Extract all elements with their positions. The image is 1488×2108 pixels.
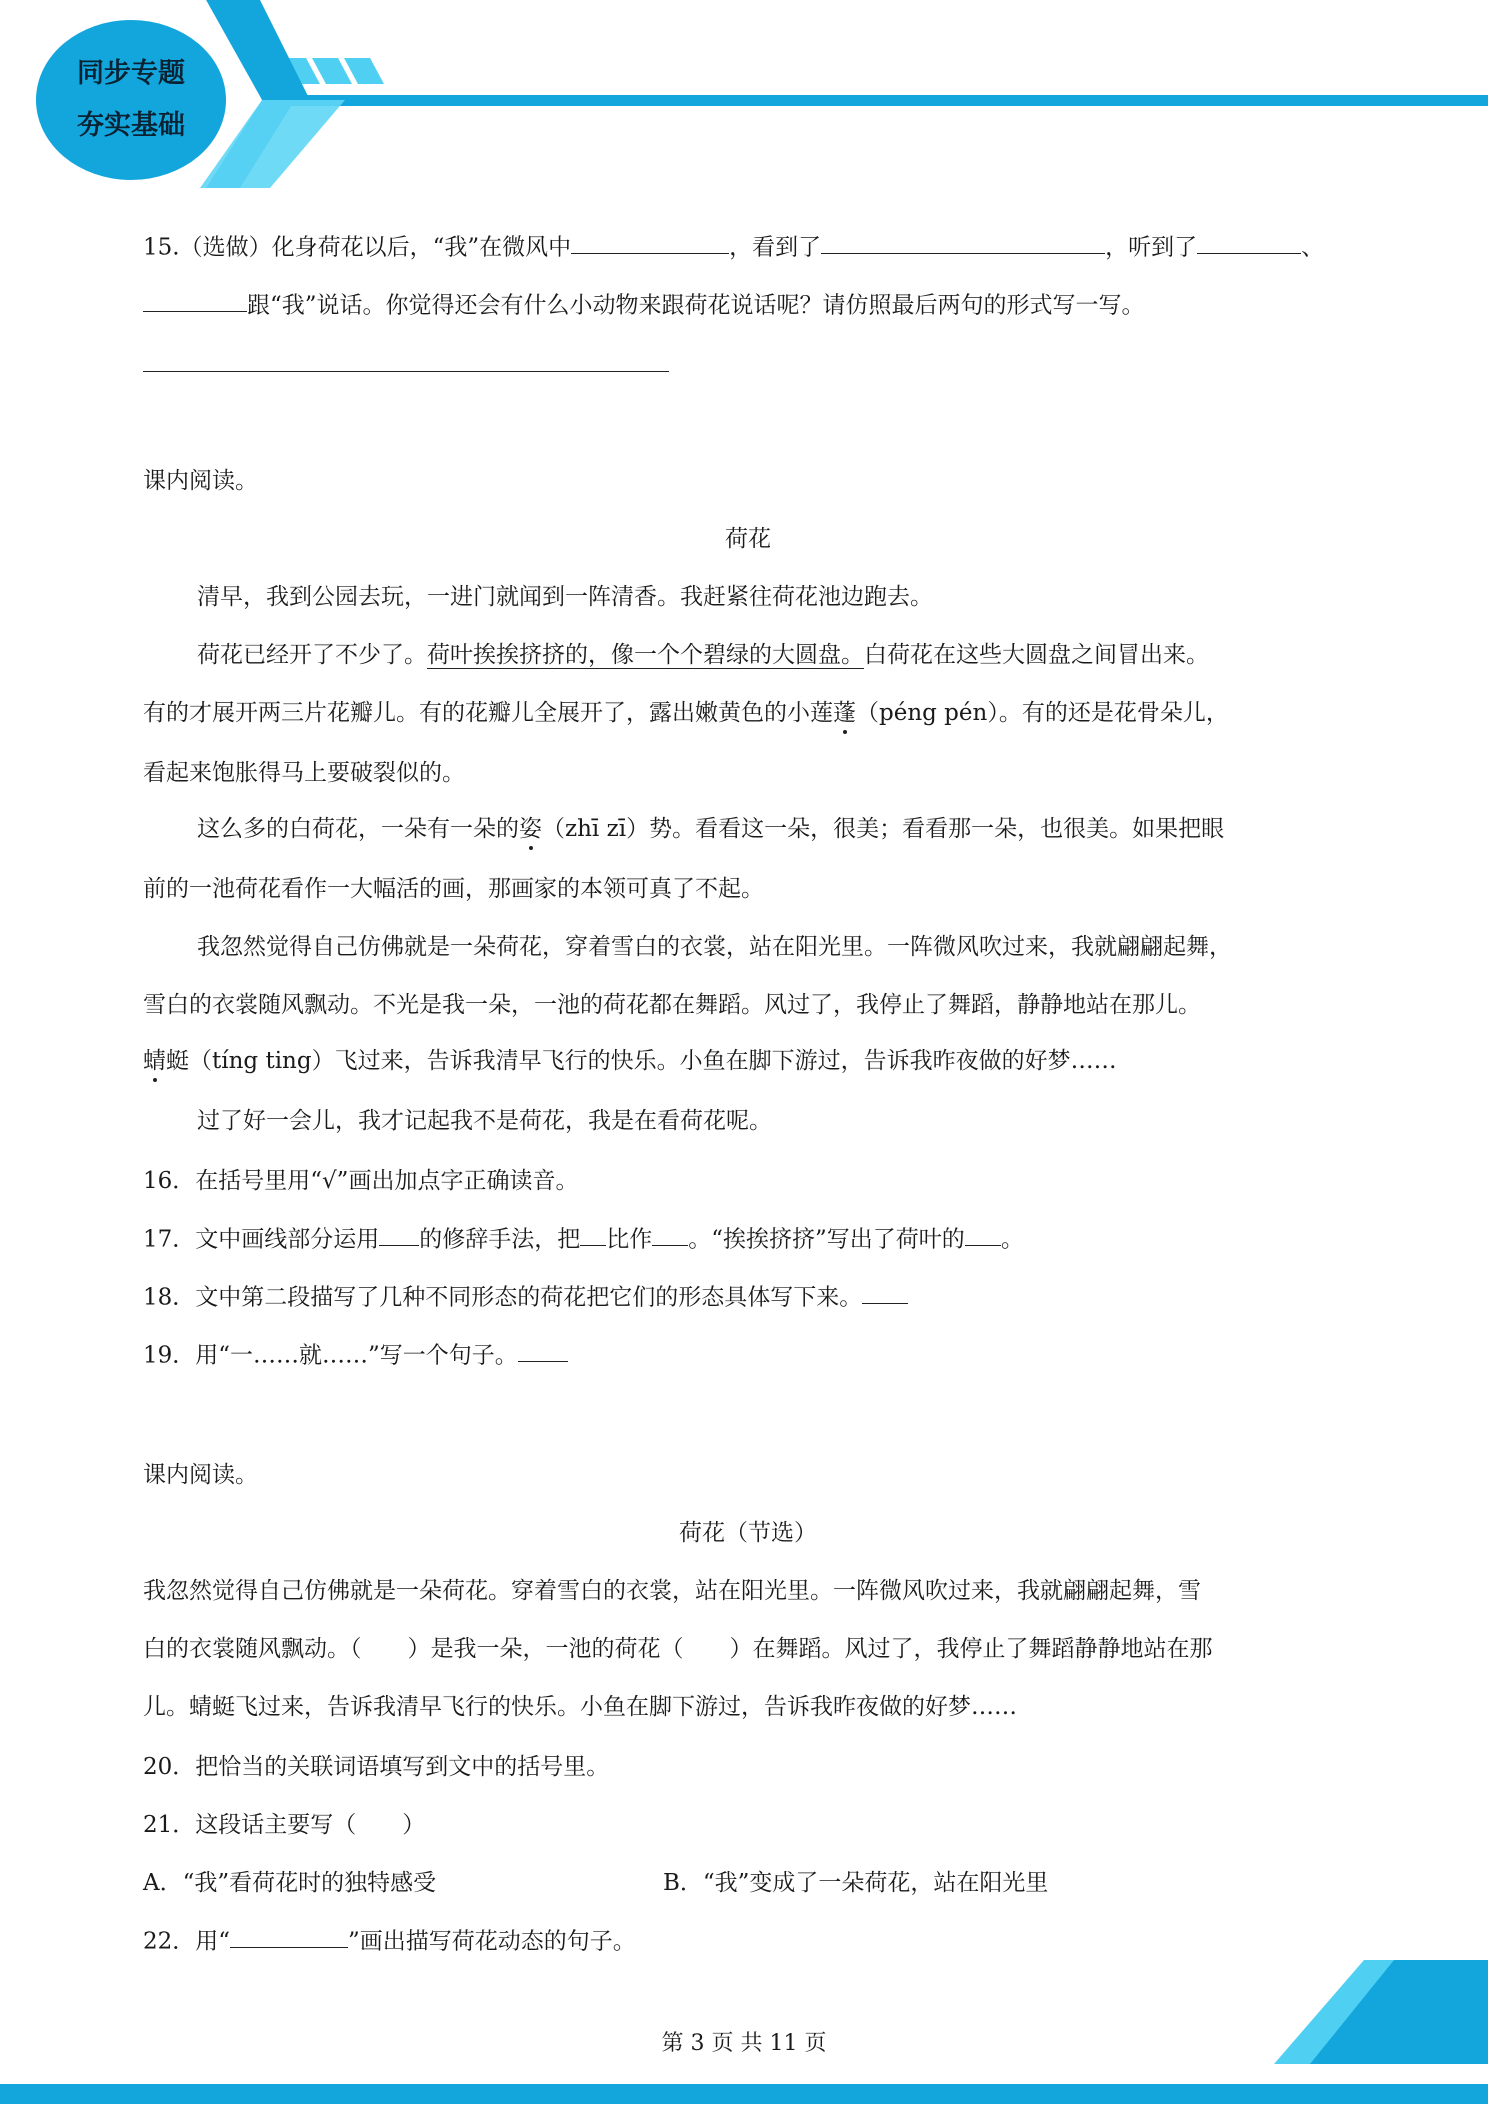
dotted-character: 蓬 xyxy=(833,700,856,726)
page-footer xyxy=(0,1940,1488,2104)
option-a[interactable]: A．“我”看荷花时的独特感受 xyxy=(143,1870,437,1896)
section-2-title: 荷花（节选） xyxy=(679,1520,817,1546)
answer-blank[interactable] xyxy=(965,1220,1001,1246)
question-15-line-1: 15.（选做）化身荷花以后，“我”在微风中 ，看到了 ，听到了 、 xyxy=(143,228,1324,261)
paragraph-3-line-2: 前的一池荷花看作一大幅活的画，那画家的本领可真了不起。 xyxy=(143,876,764,902)
question-17: 17．文中画线部分运用 的修辞手法，把 比作 。“挨挨挤挤”写出了荷叶的 。 xyxy=(143,1220,1024,1253)
excerpt-line-2: 白的衣裳随风飘动。（ ）是我一朵，一池的荷花（ ）在舞蹈。风过了，我停止了舞蹈静静地站在那 xyxy=(143,1636,1213,1662)
answer-blank[interactable] xyxy=(571,228,729,254)
answer-blank[interactable] xyxy=(379,1220,419,1246)
excerpt-line-3: 儿。蜻蜓飞过来，告诉我清早飞行的快乐。小鱼在脚下游过，告诉我昨夜做的好梦…… xyxy=(143,1694,1017,1720)
question-22: 22．用“ ”画出描写荷花动态的句子。 xyxy=(143,1922,636,1955)
question-21: 21．这段话主要写（ ） xyxy=(143,1812,426,1838)
answer-blank[interactable] xyxy=(580,1220,606,1246)
paragraph-2-line-2: 有的才展开两三片花瓣儿。有的花瓣儿全展开了，露出嫩黄色的小莲蓬（péng pén）。有的还是花骨朵儿， xyxy=(143,700,1229,726)
answer-blank[interactable] xyxy=(143,346,669,372)
section-1-intro: 课内阅读。 xyxy=(143,468,258,494)
answer-blank[interactable] xyxy=(652,1220,688,1246)
badge-line-2: 夯实基础 xyxy=(77,110,185,141)
answer-blank[interactable] xyxy=(862,1278,908,1304)
excerpt-line-1: 我忽然觉得自己仿佛就是一朵荷花。穿着雪白的衣裳，站在阳光里。一阵微风吹过来，我就翩翩起舞，雪 xyxy=(143,1578,1201,1604)
paragraph-5: 过了好一会儿，我才记起我不是荷花，我是在看荷花呢。 xyxy=(197,1108,772,1134)
topic-badge xyxy=(36,20,226,180)
question-15-answer-line[interactable] xyxy=(143,346,669,378)
question-16: 16．在括号里用“√”画出加点字正确读音。 xyxy=(143,1168,579,1194)
answer-blank[interactable] xyxy=(518,1336,568,1362)
question-20: 20．把恰当的关联词语填写到文中的括号里。 xyxy=(143,1754,610,1780)
underlined-sentence: 荷叶挨挨挤挤的，像一个个碧绿的大圆盘。 xyxy=(427,642,864,668)
section-1-title: 荷花 xyxy=(725,526,771,552)
page-header xyxy=(0,0,1488,200)
footer-banner xyxy=(0,1940,1488,2104)
answer-blank[interactable] xyxy=(143,286,247,312)
badge-line-1: 同步专题 xyxy=(77,58,185,89)
paragraph-4-line-3: 蜻蜓（tíng ting）飞过来，告诉我清早飞行的快乐。小鱼在脚下游过，告诉我昨夜做的好梦…… xyxy=(143,1048,1117,1074)
answer-blank[interactable] xyxy=(1197,228,1301,254)
section-2-intro: 课内阅读。 xyxy=(143,1462,258,1488)
paragraph-2-line-3: 看起来饱胀得马上要破裂似的。 xyxy=(143,760,465,786)
paragraph-2-line-1: 荷花已经开了不少了。荷叶挨挨挤挤的，像一个个碧绿的大圆盘。白荷花在这些大圆盘之间冒出来。 xyxy=(197,642,1209,668)
option-b[interactable]: B．“我”变成了一朵荷花，站在阳光里 xyxy=(663,1870,1049,1896)
paragraph-4-line-1: 我忽然觉得自己仿佛就是一朵荷花，穿着雪白的衣裳，站在阳光里。一阵微风吹过来，我就翩翩起舞， xyxy=(197,934,1232,960)
paragraph-1: 清早，我到公园去玩，一进门就闻到一阵清香。我赶紧往荷花池边跑去。 xyxy=(197,584,933,610)
paragraph-3-line-1: 这么多的白荷花，一朵有一朵的姿（zhī zī）势。看看这一朵，很美；看看那一朵，也很美。如果把眼 xyxy=(197,816,1225,842)
question-15-line-2: 跟“我”说话。你觉得还会有什么小动物来跟荷花说话呢？请仿照最后两句的形式写一写。 xyxy=(143,286,1145,319)
answer-blank[interactable] xyxy=(821,228,1105,254)
dotted-character: 姿 xyxy=(519,816,542,842)
paragraph-4-line-2: 雪白的衣裳随风飘动。不光是我一朵，一池的荷花都在舞蹈。风过了，我停止了舞蹈，静静地站在那儿。 xyxy=(143,992,1201,1018)
page-number: 第 3 页 共 11 页 xyxy=(661,2031,827,2056)
question-18: 18．文中第二段描写了几种不同形态的荷花把它们的形态具体写下来。 xyxy=(143,1278,908,1311)
question-19: 19．用“一……就……”写一个句子。 xyxy=(143,1336,568,1369)
dotted-character: 蜻 xyxy=(143,1048,166,1074)
